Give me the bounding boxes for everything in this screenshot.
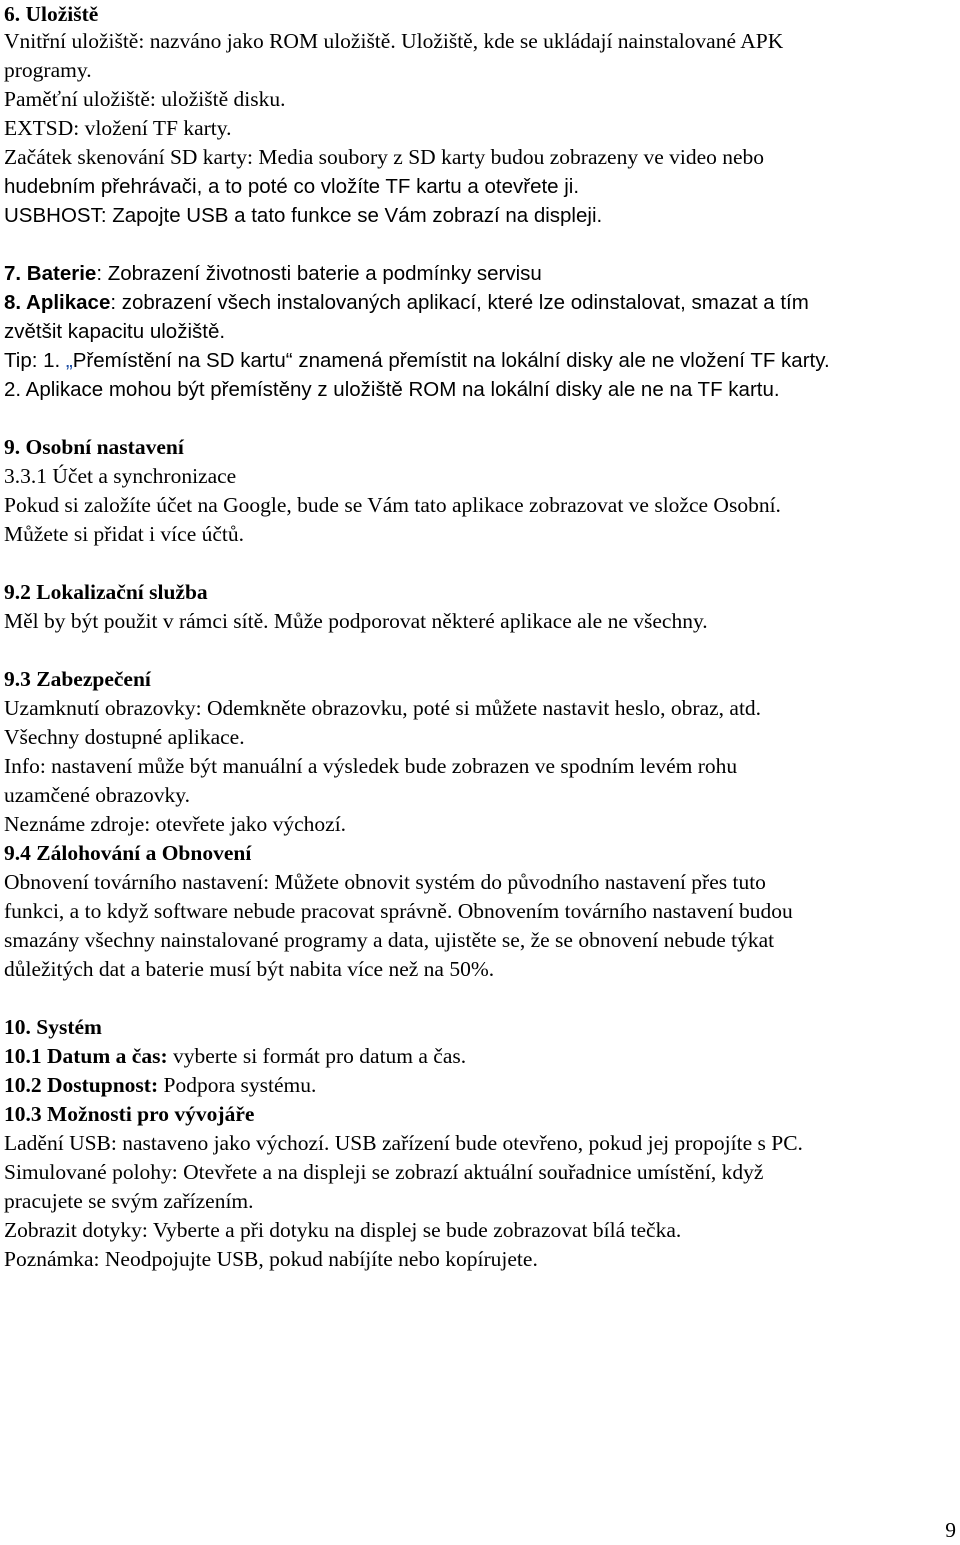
section-10-3-line-1: Ladění USB: nastaveno jako výchozí. USB zařízení bude otevřeno, pokud jej propojíte s PC. [4,1131,803,1155]
section-10-2-line [4,1071,316,1100]
section-8-tip-2: 2. Aplikace mohou být přemístěny z uložiště ROM na lokální disky ale ne na TF kartu. [4,378,780,401]
section-9-3-line-1: Uzamknutí obrazovky: Odemkněte obrazovku, poté si můžete nastavit heslo, obraz, atd. [4,696,762,720]
tip-quote-open: „ [65,349,73,372]
section-10-heading: 10. Systém [4,1015,102,1039]
section-6-line-2: programy. [4,58,92,82]
section-6-line-1: Vnitřní uložiště: nazváno jako ROM uložiště. Uložiště, kde se ukládají nainstalované APK [4,29,784,53]
section-10-1-line [4,1042,466,1071]
section-10-1-text: vyberte si formát pro datum a čas. [167,1044,467,1068]
section-9-2-line-1: Měl by být použit v rámci sítě. Může podporovat některé aplikace ale ne všechny. [4,609,708,633]
section-9-2-title: 9.2 Lokalizační služba [4,580,208,604]
tip-prefix: Tip: 1. [4,349,66,372]
section-6-line-5: Začátek skenování SD karty: Media soubory z SD karty budou zobrazeny ve video nebo [4,145,765,169]
section-6-line-4: EXTSD: vložení TF karty. [4,116,232,140]
section-6-line-3: Paměťní uložiště: uložiště disku. [4,87,286,111]
section-8-tip-1 [4,346,830,375]
section-9-1-title: 3.3.1 Účet a synchronizace [4,464,237,488]
section-10-3-line-2: Simulované polohy: Otevřete a na displeji se zobrazí aktuální souřadnice umístění, když [4,1160,764,1184]
section-10-2-label: 10.2 Dostupnost: [4,1073,159,1097]
section-8-text: : zobrazení všech instalovaných aplikací, které lze odinstalovat, smazat a tím [110,291,809,314]
section-10-3-line-5: Poznámka: Neodpojujte USB, pokud nabíjíte nebo kopírujete. [4,1247,538,1271]
section-9-heading: 9. Osobní nastavení [4,435,184,459]
section-6-line-6: hudebním přehrávači, a to poté co vložíte TF kartu a otevřete ji. [4,175,580,198]
section-10-1-label: 10.1 Datum a čas: [4,1044,168,1068]
section-9-4-line-3: smazány všechny nainstalované programy a data, ujistěte se, že se obnovení nebude týkat [4,928,775,952]
section-8-line-2: zvětšit kapacitu uložiště. [4,320,226,343]
section-8-line-1 [4,288,809,317]
section-7-text: : Zobrazení životnosti baterie a podmínky servisu [96,262,542,285]
section-7-line [4,259,542,288]
section-10-3-line-3: pracujete se svým zařízením. [4,1189,254,1213]
section-10-2-text: Podpora systému. [158,1073,317,1097]
section-9-4-line-4: důležitých dat a baterie musí být nabita více než na 50%. [4,957,495,981]
section-8-label: 8. Aplikace [4,291,111,314]
section-9-1-line-2: Můžete si přidat i více účtů. [4,522,245,546]
section-9-3-title: 9.3 Zabezpečení [4,667,151,691]
section-7-label: 7. Baterie [4,262,97,285]
section-10-3-title: 10.3 Možnosti pro vývojáře [4,1102,255,1126]
section-6-line-7: USBHOST: Zapojte USB a tato funkce se Vám zobrazí na displeji. [4,204,603,227]
section-10-3-line-4: Zobrazit dotyky: Vyberte a při dotyku na displej se bude zobrazovat bílá tečka. [4,1218,682,1242]
section-9-3-line-5: Neznáme zdroje: otevřete jako výchozí. [4,812,347,836]
section-9-4-title: 9.4 Zálohování a Obnovení [4,841,252,865]
page-number: 9 [945,1518,956,1542]
section-9-3-line-3: Info: nastavení může být manuální a výsledek bude zobrazen ve spodním levém rohu [4,754,738,778]
section-9-1-line-1: Pokud si založíte účet na Google, bude se Vám tato aplikace zobrazovat ve složce Osobní. [4,493,781,517]
section-9-4-line-1: Obnovení továrního nastavení: Můžete obnovit systém do původního nastavení přes tuto [4,870,766,894]
section-9-4-line-2: funkci, a to když software nebude pracovat správně. Obnovením továrního nastavení budou [4,899,793,923]
section-6-heading: 6. Uložiště [4,2,99,26]
section-9-3-line-4: uzamčené obrazovky. [4,783,191,807]
tip-rest: Přemístění na SD kartu“ znamená přemístit na lokální disky ale ne vložení TF karty. [72,349,830,372]
section-9-3-line-2: Všechny dostupné aplikace. [4,725,245,749]
